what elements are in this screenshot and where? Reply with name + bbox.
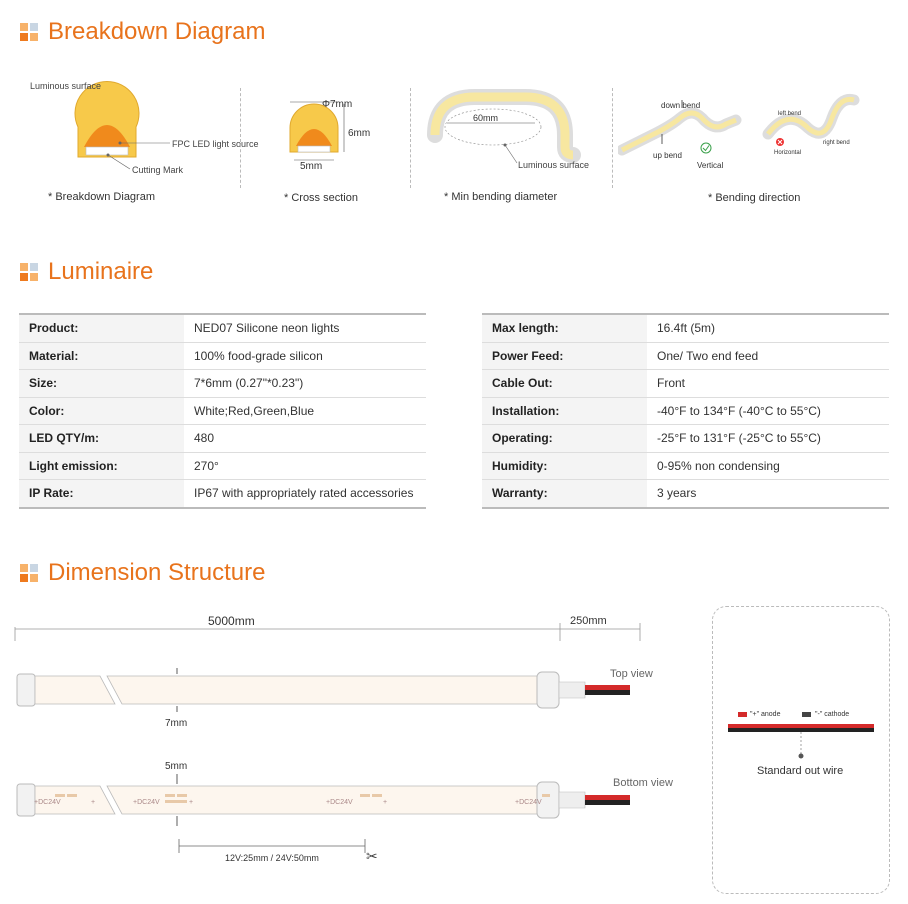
squares-icon (20, 263, 38, 281)
breakdown-figure (20, 75, 240, 185)
label-anode: "+" anode (750, 711, 781, 718)
table-row (482, 480, 889, 508)
table-row (482, 425, 889, 453)
scissors-icon: ✂ (366, 848, 378, 864)
label-lead-length: 250mm (570, 615, 607, 627)
label-bend-diameter: 60mm (473, 113, 499, 123)
label-plus: + (383, 799, 388, 806)
table-row (19, 342, 426, 370)
table-row (19, 480, 426, 508)
section-title-dimension (20, 559, 265, 587)
label-dc24v: +DC24V (133, 799, 160, 806)
label-fpc-source: FPC LED light source (172, 139, 259, 149)
spec-value: 0-95% non condensing (647, 452, 889, 480)
label-length: 5000mm (208, 614, 255, 628)
table-row (482, 342, 889, 370)
spec-value: 270° (184, 452, 426, 480)
wire-diagram (726, 708, 876, 768)
label-bottom-view: Bottom view (613, 777, 673, 789)
table-row (482, 370, 889, 398)
section-title-breakdown (20, 18, 265, 46)
spec-key: Material: (19, 342, 184, 370)
spec-key: Warranty: (482, 480, 647, 508)
squares-icon (20, 564, 38, 582)
label-dc24v: +DC24V (34, 799, 61, 806)
table-row (482, 397, 889, 425)
label-luminous-surface: Luminous surface (30, 81, 102, 91)
label-horizontal: Horizontal (774, 150, 802, 156)
spec-key: Color: (19, 397, 184, 425)
table-row (19, 314, 426, 342)
spec-key: IP Rate: (19, 480, 184, 508)
spec-value: -25°F to 131°F (-25°C to 55°C) (647, 425, 889, 453)
spec-key: Power Feed: (482, 342, 647, 370)
spec-key: Size: (19, 370, 184, 398)
label-up-bend: up bend (653, 151, 682, 160)
caption-bending-direction: * Bending direction (708, 192, 801, 204)
caption-min-bending: * Min bending diameter (444, 191, 558, 203)
spec-table-right (482, 313, 889, 509)
spec-key: Cable Out: (482, 370, 647, 398)
spec-value: 480 (184, 425, 426, 453)
label-right-bend: right bend (823, 140, 850, 146)
table-row (19, 452, 426, 480)
section-heading: Breakdown Diagram (48, 18, 266, 45)
section-title-luminaire (20, 258, 153, 286)
spec-value: 100% food-grade silicon (184, 342, 426, 370)
spec-value: NED07 Silicone neon lights (184, 314, 426, 342)
label-plus: + (189, 799, 194, 806)
table-row (482, 452, 889, 480)
label-cut-length: 12V:25mm / 24V:50mm (225, 853, 319, 863)
table-row (19, 425, 426, 453)
spec-key: Humidity: (482, 452, 647, 480)
squares-icon (20, 23, 38, 41)
divider (240, 88, 241, 188)
label-width-5mm: 5mm (165, 761, 188, 772)
section-heading: Luminaire (48, 258, 154, 285)
divider (612, 88, 613, 188)
table-row (19, 397, 426, 425)
spec-key: LED QTY/m: (19, 425, 184, 453)
label-down-bend: down bend (661, 101, 701, 110)
spec-value: IP67 with appropriately rated accessories (184, 480, 426, 508)
label-width-7mm: 7mm (165, 718, 188, 729)
bending-direction-figure (618, 88, 888, 178)
spec-value: Front (647, 370, 889, 398)
spec-key: Installation: (482, 397, 647, 425)
spec-value: 7*6mm (0.27"*0.23") (184, 370, 426, 398)
spec-table-left (19, 313, 426, 509)
spec-key: Max length: (482, 314, 647, 342)
spec-value: White;Red,Green,Blue (184, 397, 426, 425)
spec-key: Product: (19, 314, 184, 342)
label-plus: + (91, 799, 96, 806)
label-vertical: Vertical (697, 161, 724, 170)
spec-value: One/ Two end feed (647, 342, 889, 370)
label-cutting-mark: Cutting Mark (132, 165, 184, 175)
spec-value: 3 years (647, 480, 889, 508)
label-left-bend: left bend (778, 111, 802, 117)
spec-value: -40°F to 134°F (-40°C to 55°C) (647, 397, 889, 425)
table-row (482, 314, 889, 342)
label-cathode: "-" cathode (815, 711, 850, 718)
label-diameter: Φ7mm (322, 99, 353, 110)
spec-key: Operating: (482, 425, 647, 453)
table-row (19, 370, 426, 398)
label-standard-wire: Standard out wire (757, 765, 844, 777)
divider (410, 88, 411, 188)
label-top-view: Top view (610, 668, 653, 680)
caption-cross-section: * Cross section (284, 192, 358, 204)
section-heading: Dimension Structure (48, 559, 266, 586)
label-dc24v: +DC24V (515, 799, 542, 806)
spec-value: 16.4ft (5m) (647, 314, 889, 342)
label-dc24v: +DC24V (326, 799, 353, 806)
label-width: 5mm (300, 161, 323, 172)
label-luminous-surface-2: Luminous surface (518, 160, 590, 170)
caption-breakdown: * Breakdown Diagram (48, 191, 155, 203)
spec-key: Light emission: (19, 452, 184, 480)
top-view-strip (15, 660, 655, 730)
label-height: 6mm (348, 128, 371, 139)
